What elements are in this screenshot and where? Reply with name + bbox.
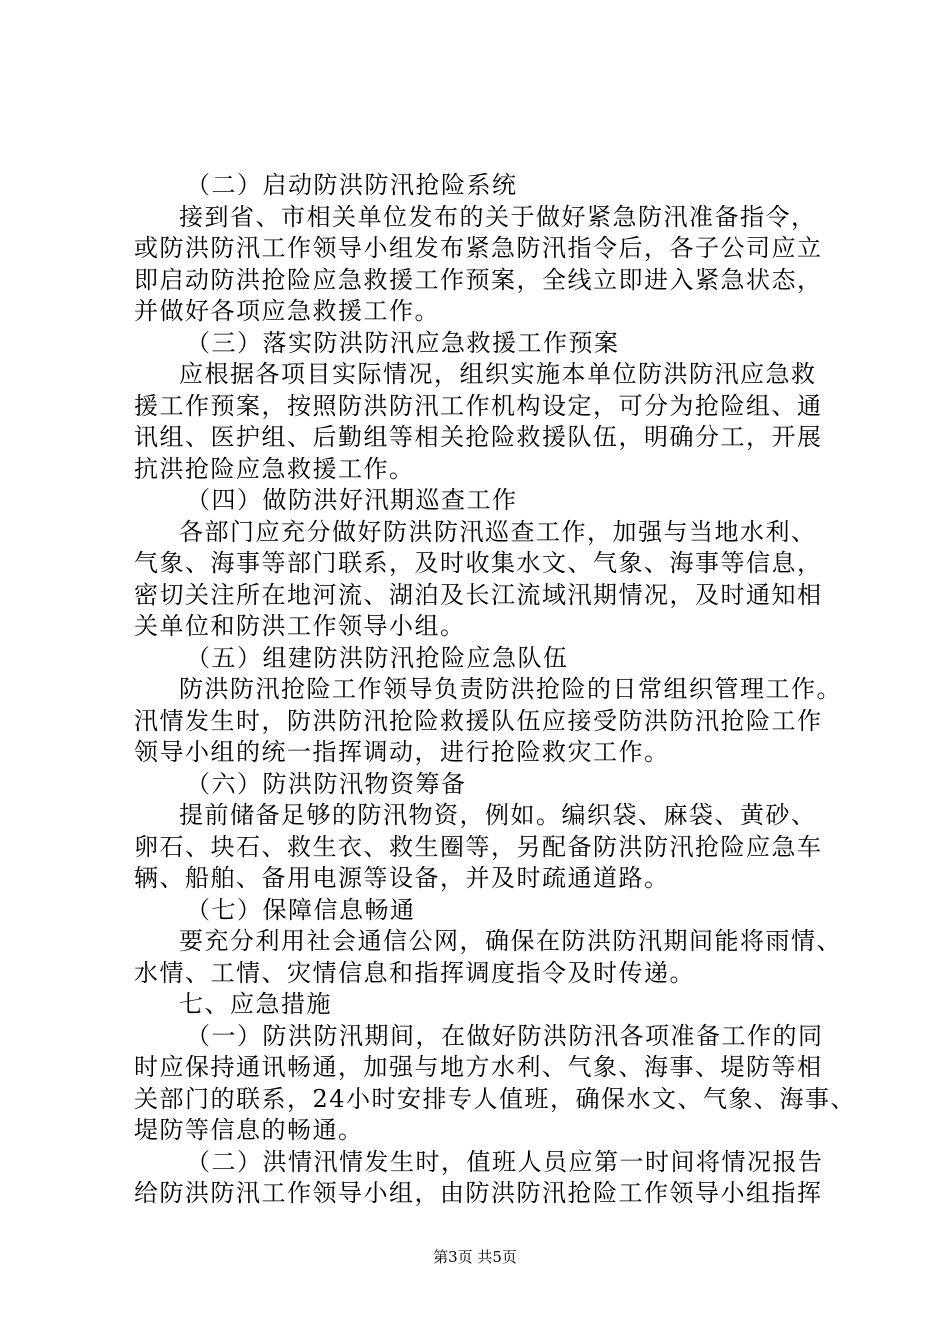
paragraph-line: 领导小组的统一指挥调动，进行抢险救灾工作。	[134, 738, 670, 766]
paragraph-line: 气象、海事等部门联系，及时收集水文、气象、海事等信息，	[134, 549, 823, 577]
section-heading: （三）落实防洪防汛应急救援工作预案	[186, 328, 620, 357]
page-number-footer: 第3页 共5页	[433, 1248, 517, 1266]
paragraph-line: 关单位和防洪工作领导小组。	[134, 612, 466, 640]
section-heading: 七、应急措施	[179, 990, 332, 1018]
section-heading: （四）做防洪好汛期巡查工作	[186, 486, 518, 514]
paragraph-line: 时应保持通讯畅通，加强与地方水利、气象、海事、堤防等相	[134, 1053, 823, 1081]
paragraph-line: 应根据各项目实际情况，组织实施本单位防洪防汛应急救	[179, 360, 817, 388]
section-heading: （二）启动防洪防汛抢险系统	[186, 171, 518, 199]
paragraph-line: 抗洪抢险应急救援工作。	[134, 454, 415, 483]
paragraph-line: 给防洪防汛工作领导小组，由防洪防汛抢险工作领导小组指挥	[134, 1179, 823, 1207]
paragraph-line: 接到省、市相关单位发布的关于做好紧急防汛准备指令，	[179, 202, 817, 231]
document-body	[134, 170, 857, 1210]
paragraph-line: 各部门应充分做好防洪防汛巡查工作，加强与当地水利、	[179, 517, 817, 546]
paragraph-line: 防洪防汛抢险工作领导负责防洪抢险的日常组织管理工作。	[179, 675, 842, 703]
paragraph-line: 堤防等信息的畅通。	[134, 1116, 364, 1144]
section-heading: （五）组建防洪防汛抢险应急队伍	[186, 643, 569, 672]
paragraph-line: 援工作预案，按照防洪防汛工作机构设定，可分为抢险组、通	[134, 391, 823, 420]
paragraph-line: 并做好各项应急救援工作。	[134, 297, 440, 325]
paragraph-line: 或防洪防汛工作领导小组发布紧急防汛指令后，各子公司应立	[134, 234, 823, 262]
paragraph-line: 辆、船舶、备用电源等设备，并及时疏通道路。	[134, 864, 670, 892]
paragraph-line: （一）防洪防汛期间，在做好防洪防汛各项准备工作的同	[186, 1021, 824, 1050]
paragraph-line: 关部门的联系，24小时安排专人值班，确保水文、气象、海事、	[134, 1084, 857, 1113]
paragraph-line: 即启动防洪抢险应急救援工作预案，全线立即进入紧急状态，	[134, 265, 823, 294]
section-heading: （七）保障信息畅通	[186, 895, 416, 924]
paragraph-line: 讯组、医护组、后勤组等相关抢险救援队伍，明确分工，开展	[134, 423, 823, 451]
paragraph-line: 提前储备足够的防汛物资，例如。编织袋、麻袋、黄砂、	[179, 801, 817, 829]
paragraph-line: 要充分利用社会通信公网，确保在防洪防汛期间能将雨情、	[179, 927, 842, 955]
paragraph-line: 卵石、块石、救生衣、救生圈等，另配备防洪防汛抢险应急车	[134, 832, 823, 861]
paragraph-line: （二）洪情汛情发生时，值班人员应第一时间将情况报告	[186, 1147, 824, 1176]
paragraph-line: 水情、工情、灾情信息和指挥调度指令及时传递。	[134, 958, 695, 987]
section-heading: （六）防洪防汛物资筹备	[186, 769, 467, 798]
paragraph-line: 汛情发生时，防洪防汛抢险救援队伍应接受防洪防汛抢险工作	[134, 706, 823, 735]
paragraph-line: 密切关注所在地河流、湖泊及长江流域汛期情况，及时通知相	[134, 580, 823, 609]
